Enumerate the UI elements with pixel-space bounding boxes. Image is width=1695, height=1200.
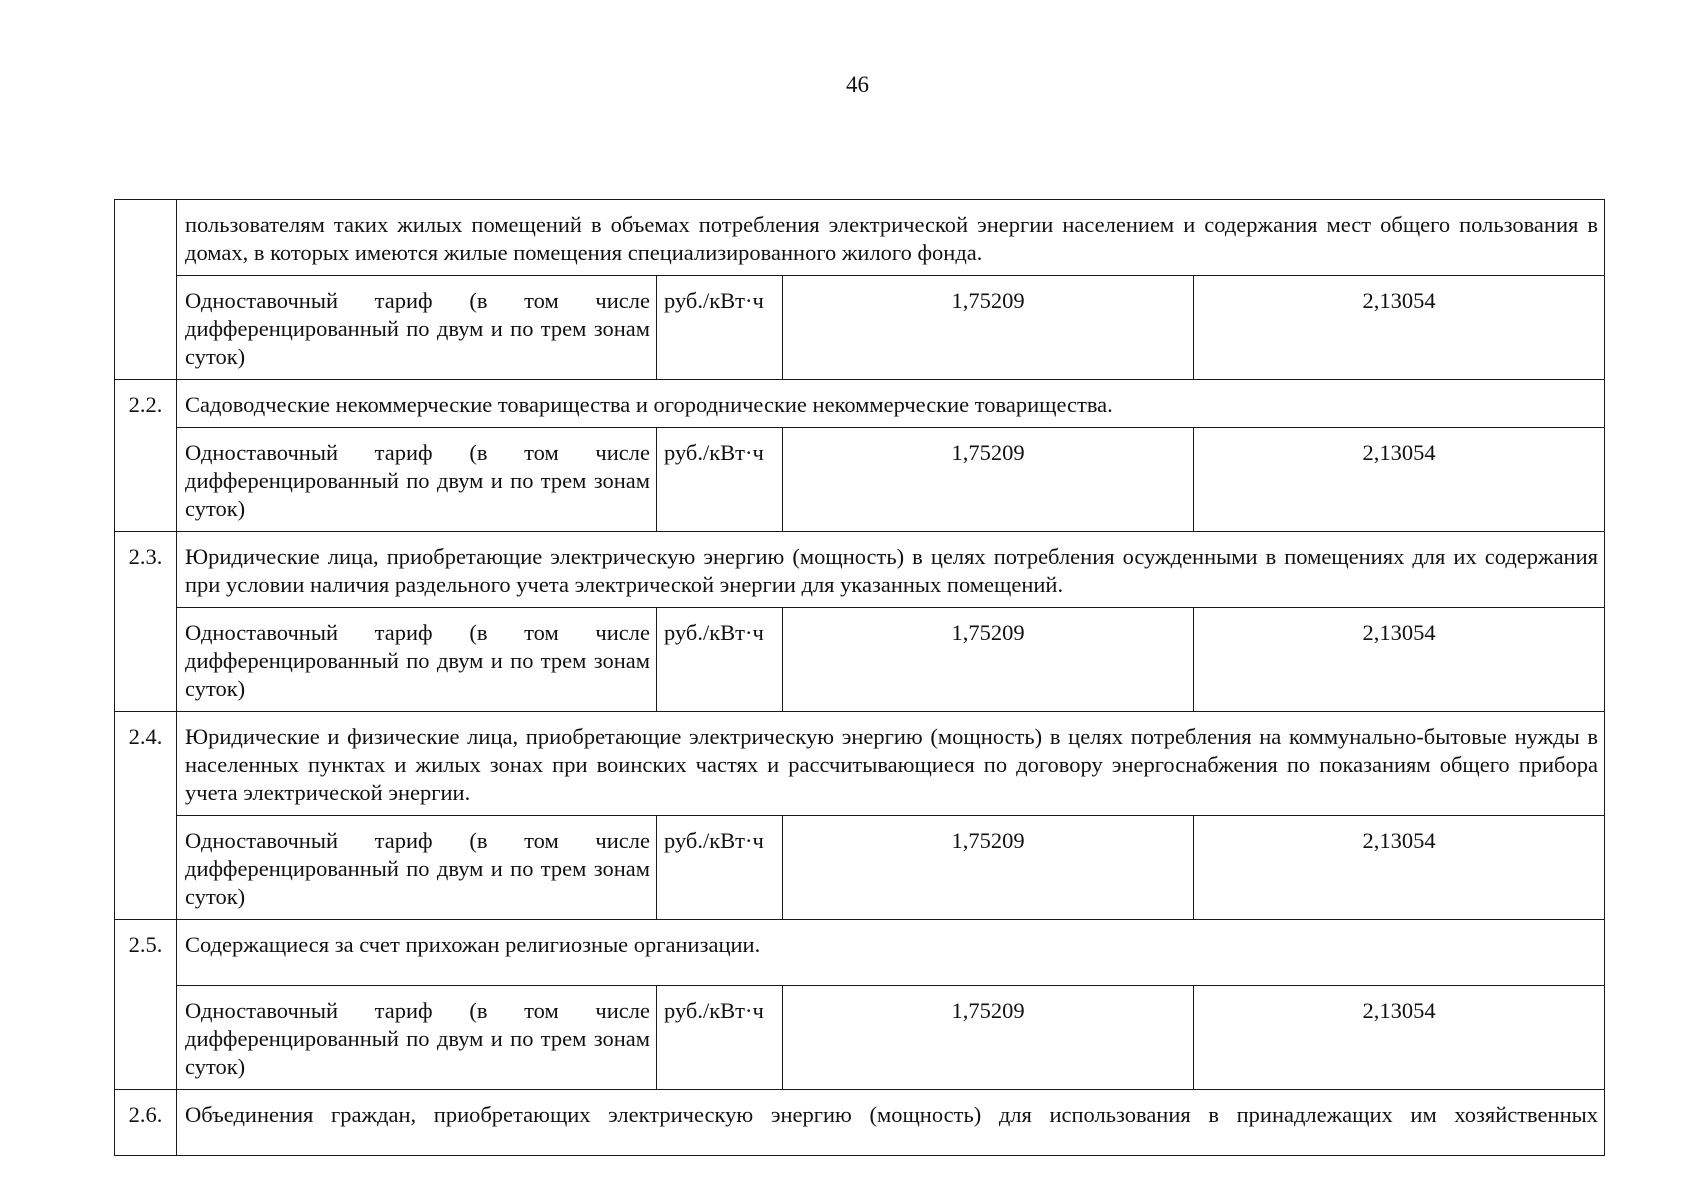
section-number: 2.3. xyxy=(115,532,177,712)
table-row xyxy=(115,200,1605,276)
table-row xyxy=(115,380,1605,428)
tariff-value-1: 1,75209 xyxy=(783,428,1194,532)
section-number: 2.6. xyxy=(115,1090,177,1156)
section-description: Содержащиеся за счет прихожан религиозные организации. xyxy=(177,920,1605,986)
section-description: пользователям таких жилых помещений в объемах потребления электрической энергии населением и содержания мест общего пользования в домах, в которых имеются жилые помещения специализированного жилого фонда. xyxy=(177,200,1605,276)
table-row xyxy=(115,608,1605,712)
table-row xyxy=(115,428,1605,532)
tariff-label: Одноставочный тариф (в том числе дифференцированный по двум и по трем зонам суток) xyxy=(177,428,657,532)
tariff-value-1: 1,75209 xyxy=(783,608,1194,712)
section-number-cell xyxy=(115,200,177,380)
tariff-label: Одноставочный тариф (в том числе дифференцированный по двум и по трем зонам суток) xyxy=(177,986,657,1090)
tariff-value-1: 1,75209 xyxy=(783,816,1194,920)
table-row xyxy=(115,1090,1605,1156)
tariff-unit: руб./кВт·ч xyxy=(657,608,783,712)
tariff-value-1: 1,75209 xyxy=(783,986,1194,1090)
tariff-value-2: 2,13054 xyxy=(1194,816,1605,920)
section-number: 2.5. xyxy=(115,920,177,1090)
table-row xyxy=(115,816,1605,920)
tariff-label: Одноставочный тариф (в том числе дифференцированный по двум и по трем зонам суток) xyxy=(177,816,657,920)
section-number: 2.4. xyxy=(115,712,177,920)
table-row xyxy=(115,712,1605,816)
section-description: Юридические и физические лица, приобретающие электрическую энергию (мощность) в целях потребления на коммунально-бытовые нужды в населенных пунктах и жилых зонах при воинских частях и рассчитывающиеся по договору энергоснабжения по показаниям общего прибора учета электрической энергии. xyxy=(177,712,1605,816)
section-description: Юридические лица, приобретающие электрическую энергию (мощность) в целях потребления осужденными в помещениях для их содержания при условии наличия раздельного учета электрической энергии для указанных помещений. xyxy=(177,532,1605,608)
tariff-unit: руб./кВт·ч xyxy=(657,428,783,532)
tariff-table xyxy=(114,199,1605,1156)
page-number: 46 xyxy=(846,72,869,97)
section-description: Садоводческие некоммерческие товарищества и огороднические некоммерческие товарищества. xyxy=(177,380,1605,428)
table-row xyxy=(115,532,1605,608)
tariff-value-2: 2,13054 xyxy=(1194,428,1605,532)
table-row xyxy=(115,276,1605,380)
tariff-unit: руб./кВт·ч xyxy=(657,816,783,920)
tariff-value-2: 2,13054 xyxy=(1194,276,1605,380)
section-number: 2.2. xyxy=(115,380,177,532)
tariff-value-2: 2,13054 xyxy=(1194,608,1605,712)
tariff-value-1: 1,75209 xyxy=(783,276,1194,380)
tariff-label: Одноставочный тариф (в том числе дифференцированный по двум и по трем зонам суток) xyxy=(177,276,657,380)
table-row xyxy=(115,920,1605,986)
tariff-unit: руб./кВт·ч xyxy=(657,986,783,1090)
table-row xyxy=(115,986,1605,1090)
tariff-label: Одноставочный тариф (в том числе дифференцированный по двум и по трем зонам суток) xyxy=(177,608,657,712)
tariff-unit: руб./кВт·ч xyxy=(657,276,783,380)
section-description: Объединения граждан, приобретающих электрическую энергию (мощность) для использования в принадлежащих им хозяйственных xyxy=(177,1090,1605,1156)
tariff-value-2: 2,13054 xyxy=(1194,986,1605,1090)
